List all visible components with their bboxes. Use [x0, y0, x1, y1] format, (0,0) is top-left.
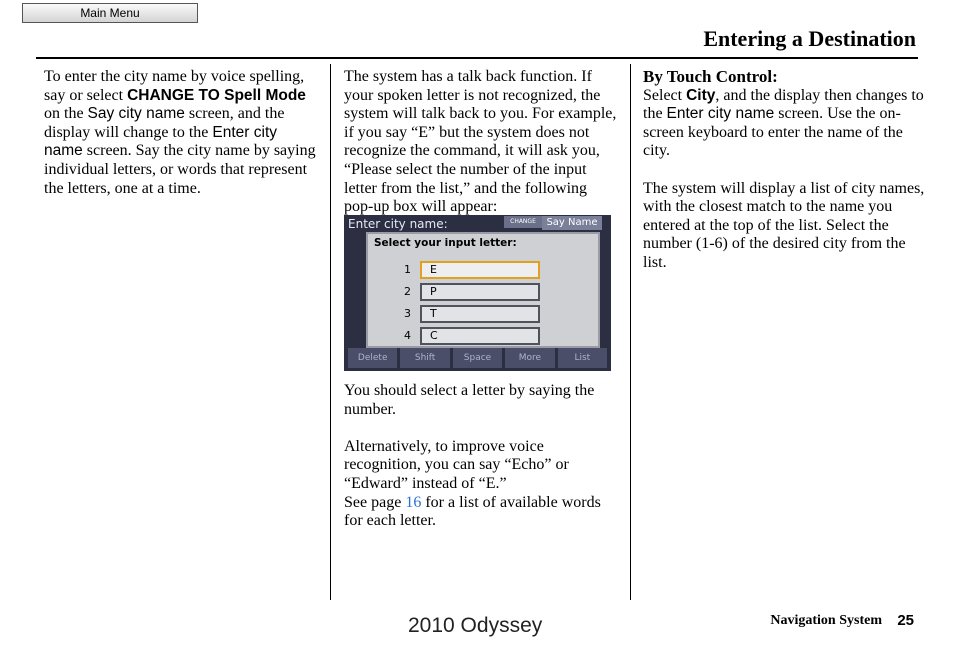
- text: screen, and the display will change to the: [44, 105, 285, 141]
- page-number: 25: [897, 612, 914, 629]
- bg-title: Enter city name:: [348, 217, 448, 231]
- column-divider-1: [330, 64, 331, 600]
- text: screen. Use the on-screen keyboard to enter the name of the city.: [643, 105, 903, 160]
- page-link[interactable]: 16: [405, 493, 422, 511]
- text: , and the display then changes to the: [643, 86, 924, 123]
- column-1: [44, 68, 320, 217]
- enter-city-name-term: Enter city name: [44, 123, 278, 160]
- bg-key: Space: [453, 348, 502, 368]
- text: Alternatively, to improve voice recognition, you can say “Echo” or “Edward” instead of “E.”: [344, 437, 569, 492]
- column-3: [643, 68, 925, 291]
- popup-screenshot: [344, 215, 611, 371]
- bg-keyboard-row: [348, 348, 607, 368]
- page-title: Entering a Destination: [703, 26, 916, 51]
- bg-key: More: [505, 348, 554, 368]
- enter-city-name-term: Enter city name: [666, 105, 775, 123]
- touch-control-paragraph: [643, 87, 925, 161]
- popup-title: Select your input letter:: [374, 237, 517, 249]
- option-number: 4: [404, 329, 411, 342]
- option-number: 2: [404, 285, 411, 298]
- column-2: [344, 68, 620, 235]
- change-to-spell-mode-term: CHANGE TO Spell Mode: [127, 86, 306, 104]
- select-by-number-paragraph: You should select a letter by saying the number.: [344, 382, 595, 418]
- letter-option-p[interactable]: P: [420, 283, 540, 301]
- bg-say-name-button: Say Name: [542, 216, 602, 230]
- city-list-paragraph: The system will display a list of city names, with the closest match to the name you entered at the top of the list. Select the number (1-6) of the desired city from the list.: [643, 179, 925, 271]
- text: To enter the city name by voice spelling, say or select: [44, 68, 305, 104]
- touch-control-heading: By Touch Control:: [643, 67, 778, 86]
- column-2-lower: [344, 382, 620, 531]
- letter-option-c[interactable]: C: [420, 327, 540, 345]
- letter-option-e[interactable]: E: [420, 261, 540, 279]
- text: See page: [344, 493, 406, 511]
- bg-key: Delete: [348, 348, 397, 368]
- talk-back-paragraph: The system has a talk back function. If your spoken letter is not recognized, the system will talk back to you. For example, if you say “E” but the system does not recognize the command, it will ask you, “Please select the number of the input letter from the list,” and the following pop-up box will appear:: [344, 68, 617, 216]
- say-city-name-term: Say city name: [87, 105, 185, 123]
- footer-section-label: Navigation System: [770, 613, 882, 628]
- title-rule: [36, 57, 918, 59]
- text: Select: [643, 86, 687, 104]
- city-term: City: [686, 86, 716, 104]
- select-letter-popup: [366, 232, 600, 348]
- bg-key: Shift: [400, 348, 449, 368]
- main-menu-button[interactable]: Main Menu: [22, 3, 198, 23]
- alternative-words-paragraph: [344, 438, 620, 531]
- text: for a list of available words for each letter.: [344, 493, 601, 530]
- voice-spelling-paragraph: [44, 68, 320, 198]
- text: screen. Say the city name by saying individual letters, or words that represent the letters, one at a time.: [44, 142, 316, 197]
- option-number: 1: [404, 263, 411, 276]
- watermark: 2010 Odyssey: [408, 614, 543, 637]
- column-divider-2: [630, 64, 631, 600]
- option-number: 3: [404, 307, 411, 320]
- bg-key: List: [558, 348, 607, 368]
- letter-option-t[interactable]: T: [420, 305, 540, 323]
- text: on the: [44, 105, 88, 123]
- bg-change-button: CHANGE: [504, 216, 542, 228]
